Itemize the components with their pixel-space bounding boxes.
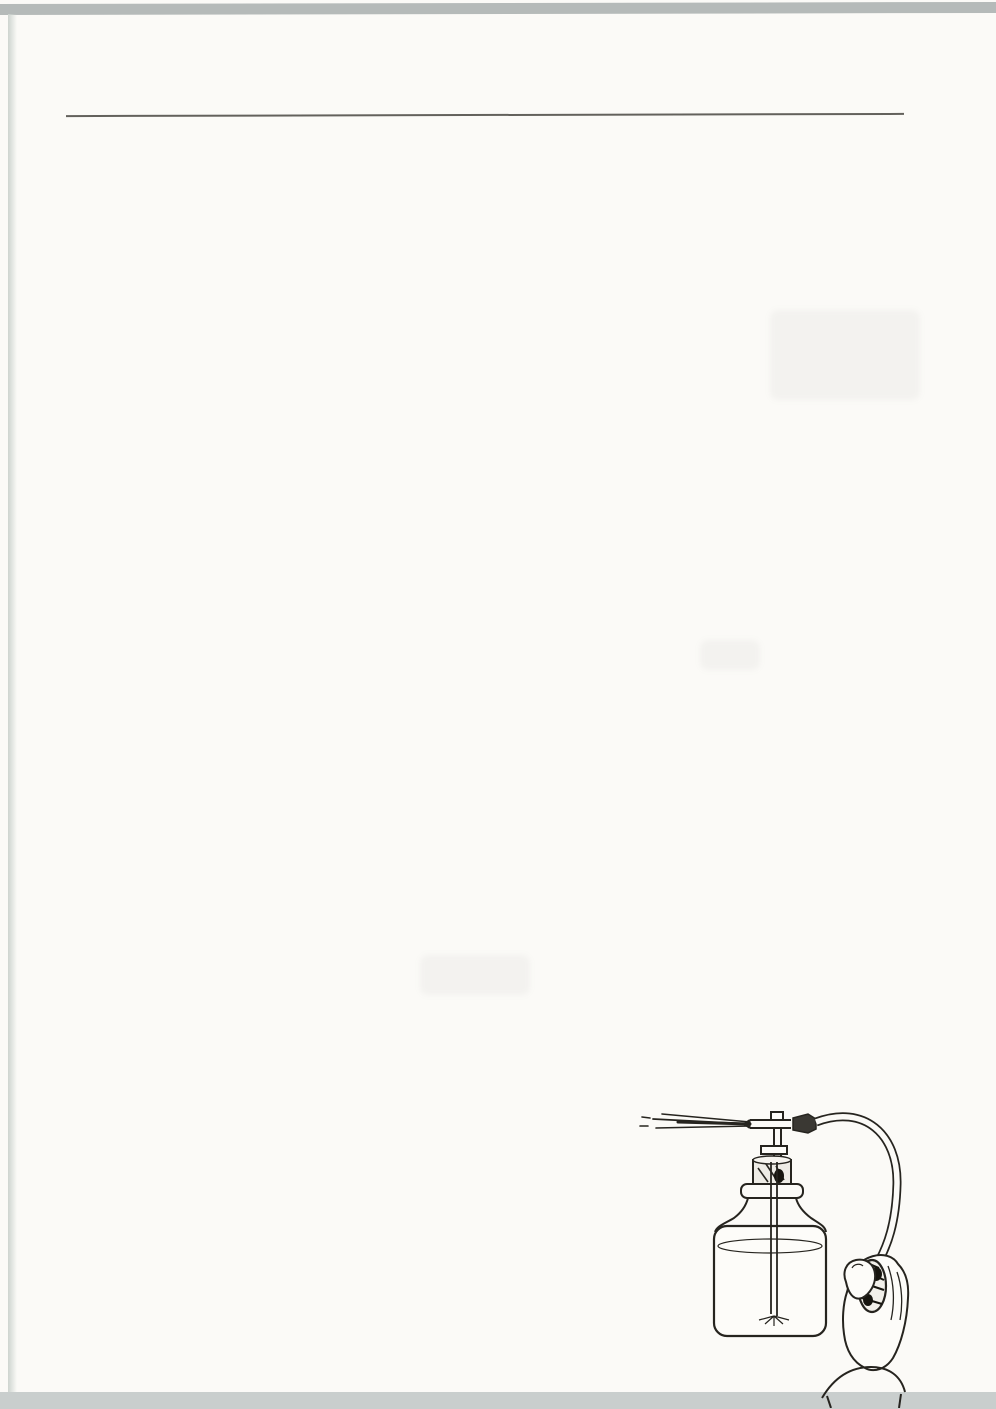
figure1-diagram	[50, 886, 672, 1406]
scan-edge-left	[8, 14, 17, 1396]
hand-holding-bulb	[822, 1255, 908, 1408]
sleeve	[822, 1367, 905, 1398]
bottle-cork	[741, 1156, 803, 1198]
figure3-atomizer-drawing	[638, 1076, 983, 1408]
text-column-middle	[362, 497, 630, 517]
scan-bleedthrough	[770, 310, 920, 400]
nozzle-tube	[744, 1112, 791, 1162]
bottle	[714, 1198, 826, 1336]
scan-bleedthrough	[700, 640, 760, 670]
rubber-hose	[816, 1117, 897, 1261]
header-rule	[66, 113, 904, 117]
hose-adapter	[793, 1114, 816, 1133]
scan-bleedthrough	[420, 955, 530, 995]
scan-edge-top	[0, 2, 996, 15]
spray-jet-icon	[640, 1114, 750, 1128]
